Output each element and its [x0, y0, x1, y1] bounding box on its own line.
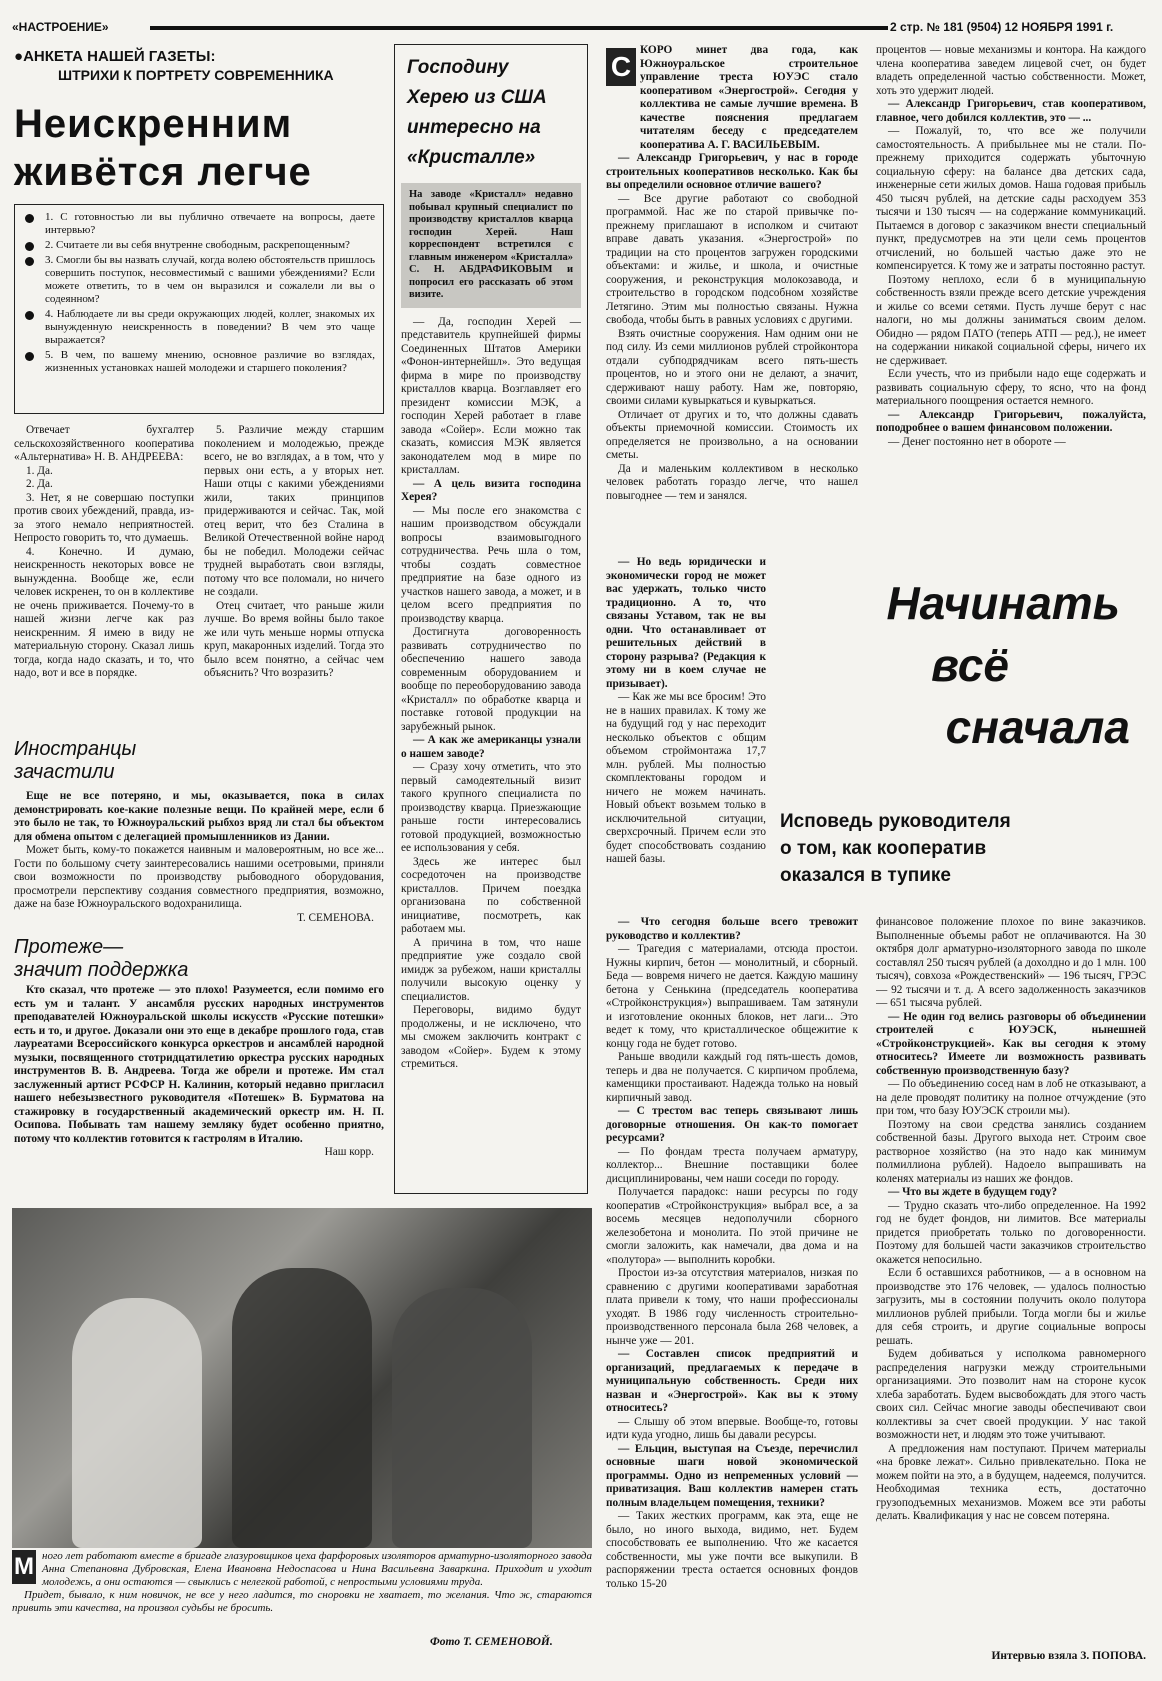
- bullet-icon: [25, 214, 34, 223]
- interview-column-2: процентов — новые механизмы и контора. На каждого члена кооператива заведем лицевой счет, он будет владеть определенной частью собственности. Может, хоть это удержит людей. — Александр Григорьевич, став кооперативом, главное, чего добился коллектив, это — ... — Пожалуй, то, что все же получили самостоятельность. А прибыльнее мы не стали. По-прежнему приходится содержать убыточную социальную сферу: на балансе два детских сада, инженерные сети жилых домов. Наша годовая прибыль 450 тысяч рублей, на детские сады расходуем 353 тысячи и 130 тысяч — на содержание коммуникаций. Пытаемся в договор с заказчиком внести специальный пункт, предусмотрев на эти цели семь процентов отчислений, но большей частью даже это не компенсируется. К тому же и затраты постоянно растут. Поэтому неплохо, если б в муниципальную собственность взяли прежде всего детские учреждения и жилье со всеми сетями. Пусть лучше берут с нас налоги, но мы должны заниматься своим делом. Обидно — рядом ПАТО (теперь АТП — ред.), не имеет на содержании никакой социальной сферы, ничего их не сдерживает. Если учесть, что из прибыли надо еще содержать и развивать социальную сферу, то ясно, что на фонд материального поощрения остается немного. — Александр Григорьевич, пожалуйста, поподробнее о вашем финансовом положении. — Денег постоянно нет в обороте —: [876, 44, 1146, 448]
- issue-line: 2 стр. № 181 (9504) 12 НОЯБРЯ 1991 г.: [890, 20, 1114, 34]
- caption-dropcap: М: [12, 1550, 36, 1584]
- questions-box: [14, 204, 384, 414]
- worker-figure: [392, 1288, 532, 1548]
- question-item: 5. В чем, по вашему мнению, основное различие во взглядах, жизненных установках нашей молодежи и старшего поколения?: [19, 349, 375, 375]
- anketa-subkicker: ШТРИХИ К ПОРТРЕТУ СОВРЕМЕННИКА: [58, 67, 334, 83]
- worker-figure: [232, 1268, 372, 1548]
- crystal-lead: На заводе «Кристалл» недавно побывал крупный специалист по производству кристаллов кварца господин Херей. Наш корреспондент встретился с главным инженером «Кристалла» С. Н. АБДРАФИКОВЫМ и попросил его рассказать об этом визите.: [401, 183, 581, 308]
- anketa-kicker: ●АНКЕТА НАШЕЙ ГАЗЕТЫ:: [14, 48, 216, 65]
- photo-credit: Фото Т. СЕМЕНОВОЙ.: [430, 1636, 553, 1648]
- anketa-title: Неискренним живётся легче: [14, 102, 312, 194]
- answer-column-2: 5. Различие между старшим поколением и молодежью, прежде всего, не во взглядах, а в том, что у первых они есть, а у вторых нет. Наши отцы с какими убеждениями жили, таких принципов придерживаются и сейчас. Так, мой отец верит, что без Сталина в Великой Отечественной войне народ бы не победил. Молодежи сейчас трудней выработать свои взгляды, потому что все поломали, но ничего не создали. Отец считает, что раньше жили лучше. Во время войны было такое же или чуть меньше нормы отпуска круп, макаронных изделий. Тогда это было всем понятно, а сейчас чем объяснить? Что возразить?: [204, 424, 384, 679]
- bullet-icon: [25, 311, 34, 320]
- bullet-icon: ●: [14, 48, 24, 65]
- interview-dropcap: С: [606, 48, 636, 86]
- protege-title: Протеже— значит поддержка: [14, 936, 189, 981]
- photo-caption: ного лет работают вместе в бригаде глазуровщиков цеха фарфоровых изоляторов арматурно-изоляторного завода Анна Степановна Дубровская, Елена Ивановна Недоспасова и Нина Васильевна Заваркина. Приходит и уходит молодежь, а они остаются — свыклись с нелегкой работой, с непростыми условиями труда. Придет, бывало, к ним новичок, не все у него ладится, то сноровки не хватает, то желания. Что ж, стараются привить эти качества, на произвол судьбы не бросить.: [12, 1550, 592, 1614]
- crystal-box: [394, 44, 588, 1194]
- foreigners-body: Еще не все потеряно, и мы, оказывается, пока в силах демонстрировать кое-какие полезные вещи. По крайней мере, если б это было не так, то Южноуральский рыбхоз вряд ли стал бы объектом для обмена опытом с делегацией промышленников из Дании. Может быть, кому-то покажется наивным и маловероятным, но все же... Гости по большому счету заинтересовались нашими осетровыми, приняли свои возможности по производству рыбоводного оборудования, просмотрели перспективу создания совместного предприятия, возможно, даже на базе Южноуральского водохранилища. Т. СЕМЕНОВА.: [14, 790, 384, 924]
- question-item: 3. Смогли бы вы назвать случай, когда волею обстоятельств пришлось совершить поступок, несовместимый с вашими убеждениями? Если можете ответить, то в чем он выразился и сожалели ли вы о содеянном?: [19, 254, 375, 306]
- masthead-rule: [150, 26, 888, 30]
- question-item: 2. Считаете ли вы себя внутренне свободным, раскрепощенным?: [19, 239, 375, 252]
- bullet-icon: [25, 257, 34, 266]
- crystal-body: — Да, господин Херей — представитель крупнейшей фирмы Соединенных Штатов Америки «Фонон-интернейшл». Это ведущая фирма в мире по производству кристаллов кварца. Возглавляет его президент комиссии МЭК, а господин Херей работает в главе завода «Сойер». Если можно так сказать, комиссия МЭК является законодателем мод в мире по кристаллам. — А цель визита господина Херея? — Мы после его знакомства с нашим производством обсуждали вопросы взаимовыгодного сотрудничества. Речь шла о том, чтобы создать совместное предприятие на базе одного из участков нашего завода, а может, и в целом всего предприятия по производству кварца. Достигнута договоренность развивать сотрудничество по обеспечению нашего завода современным оборудованием и вообще по переоборудованию завода «Кристалл» по обработке кварца и поставке готовой продукции на зарубежный рынок. — А как же американцы узнали о нашем заводе? — Сразу хочу отметить, что это первый самодеятельный визит такого крупного специалиста по производству кварца. Приезжающие раньше гости интересовались готовой продукцией, возможностью ее использования у себя. Здесь же интерес был сосредоточен на производстве кристаллов. Причем поездка организована по собственной инициативе, посмотреть, как работаем мы. А причина в том, что наше предприятие уже создало свой имидж за рубежом, наши кристаллы получили высокую оценку у специалистов. Переговоры, видимо будут продолжены, и не исключено, что мы сможем заключить контракт с заводом «Сойер». Будем к этому стремиться.: [401, 315, 581, 1070]
- answer-column-1: Отвечает бухгалтер сельскохозяйственного кооператива «Альтернатива» Н. В. АНДРЕЕВА: 1. Да. 2. Да. 3. Нет, я не совершаю поступки против своих убеждений, правда, из-за этого немало неприятностей. Непросто говорить то, что думаешь. 4. Конечно. И думаю, неискренность некоторых вовсе не вынужденна. Вообще же, если человек искренен, то он в коллективе не очень приживается. Почему-то в нашей жизни легче как раз неискренним. Я имею в виду не материальную сторону. Сказал лишь тогда, когда надо сказать, и то, что надо, вот и все в порядке.: [14, 424, 194, 679]
- interview-column-1: КОРО минет два года, как Южноуральское строительное управление треста ЮУЭС стало кооперативом «Энергострой». Сегодня у коллектива не самые лучшие времена. В качестве пояснения предлагаем читателям беседу с председателем кооператива А. Г. ВАСИЛЬЕВЫМ. — Александр Григорьевич, у нас в городе строительных кооперативов несколько. Как бы вы определили основное отличие вашего? — Все другие работают со свободной программой. Нас же по старой привычке по-прежнему приглашают в исполком и считают вправе давать указания. «Энергострой» по традиции на сто процентов загружен городскими объектами: и жилье, и школа, и очистные сооружения, и реконструкция молокозавода, и строительство в городском подсобном хозяйстве Летягино. Этим мы полностью связаны. Нужна свобода, чтобы быть в равных условиях с другими. Взять очистные сооружения. Нам одним они не под силу. Из семи миллионов рублей стройконтора отдали субподрядчикам всего пять-шесть процентов, но и этого они не делают, а значит, сдерживают нашу работу. Нам же, повторяю, своими силами кувыркаться и кувыркаться. Отличает от других и то, что должны сдавать объекты приемочной комиссии. Стоимость их определяется не произвольно, а на основании сметы. Да и маленьким коллективом в несколько человек работать гораздо легче, что нашел повыгоднее — тем и занялся.: [606, 44, 858, 502]
- crystal-title: Господину Херею из США интересно на «Кристалле»: [407, 57, 547, 168]
- interview-subtitle: Исповедь руководителя о том, как кооператив оказался в тупике: [780, 811, 1011, 886]
- interview-column-1b: — Но ведь юридически и экономически город не может вас удержать, только чисто традиционно. А то, что связаны Уставом, так не вы одни. Что останавливает от решительных действий в сторону разрыва? (Редакция к этому ни в коем случае не призывает). — Как же мы все бросим! Это не в наших правилах. К тому же на будущий год у нас переходит несколько объектов с общим объемом строймонтажа 17,7 млн. рублей. Мы полностью скомплектованы городом и ничего не можем начинать. Новый объект возьмем только в исключительной ситуации, сверхсрочный. Причем если это будет способствовать созданию нашей базы.: [606, 556, 766, 865]
- worker-figure: [72, 1298, 202, 1548]
- question-item: 4. Наблюдаете ли вы среди окружающих людей, коллег, знакомых их вынужденную неискренность в поведении? В чем это чаще выражается?: [19, 308, 375, 347]
- interview-author: Интервью взяла З. ПОПОВА.: [991, 1650, 1146, 1662]
- interview-column-1c: — Что сегодня больше всего тревожит руководство и коллектив? — Трагедия с материалами, отсюда простои. Нужны кирпич, бетон — монолитный, и сборный. Беда — вовремя ничего не дается. Каждую машину бетона у Сенькина (председатель кооператива «Стройконструкция») выпрашиваем. Там затянули и изготовление оконных блоков, нет лаги... Это ведет к тому, что кристаллическое общежитие к концу года не будет готово. Раньше вводили каждый год пять-шесть домов, теперь и два не получается. С кирпичом проблема, каменщики простаивают. Надежда только на новый кирпичный завод. — С трестом вас теперь связывают лишь договорные отношения. Он как-то помогает ресурсами? — По фондам треста получаем арматуру, коллектор... Внешние поставщики более дисциплинированы, чем наши соседи по городу. Получается парадокс: наши ресурсы по году кооператив «Стройконструкция» выбрал все, а за восемь месяцев недополучили сборного железобетона и монолита. По этой причине не смогли заложить, как намечали, два дома и на «полутора» — выполнить коробки. Простои из-за отсутствия материалов, низкая по сравнению с другими кооперативами заработная плата привели к тому, что наши профессионалы уходят. В 1986 году численность строительно-производственного персонала была 268 человек, а нынче уже — 201. — Составлен список предприятий и организаций, предлагаемых к передаче в муниципальную собственность. Среди них назван и «Энергострой». Как вы к этому относитесь? — Слышу об этом впервые. Вообще-то, готовы идти куда угодно, лишь бы давали ресурсы. — Ельцин, выступая на Съезде, перечислил основные шаги новой экономической программы. Одно из непременных условий — приватизация. Ваш коллектив намерен стать полным владельцем помещения, техники? — Таких жестких программ, как эта, еще не было, но иного выхода, видимо, нет. Будем способствовать ее выполнению. Что же касается собственности, мы уже почти все выкупили. В распоряжении треста остается основных фондов только 15-20: [606, 916, 858, 1590]
- bullet-icon: [25, 242, 34, 251]
- interview-column-2b: финансовое положение плохое по вине заказчиков. Выполненные объемы работ не оплачиваются. На 30 октября долг арматурно-изоляторного завода по школе составлял 250 тысяч рублей (а дохолдно и до 1 млн. 100 тысяч), совхоза «Рождественский» — 196 тысяч, ГРЭС — 92 тысячи и т. д. А всего задолженность заказчиков — 651 тысяча рублей. — Не один год велись разговоры об объединении строителей с ЮУЭСК, нынешней «Стройконструкцией». Как вы сегодня к этому относитесь? Имеете ли возможность развивать собственную производственную базу? — По объединению сосед нам в лоб не отказывают, а на деле проводят политику на полное отчуждение (это при том, что базу ЮУЭСК строили мы). Поэтому на свои средства занялись созданием собственной базы. Другого выхода нет. Строим свое растворное хозяйство (на это надо как минимум полмиллиона рублей). Надоело выпрашивать на коленях материалы из наших же фондов. — Что вы ждете в будущем году? — Трудно сказать что-либо определенное. На 1992 год не будет фондов, ни лимитов. Все материалы придется приобретать только по договоренности. Поэтому для большей части заказчиков строительство окажется непосильно. Если б оставшихся работников, — а в основном на производстве это 176 человек, — удалось полностью загрузить, мы в состоянии получить около полутора миллионов рублей прибыли. Тогда могли бы и жилье для себя строить, и другие социальные вопросы решать. Будем добиваться у исполкома равномерного распределения нагрузки между строительными организациями. Это позволит нам на стороне кусок хлеба заработать. Будем высвобождать для этого часть своих сил. Сейчас многие заводы обеспечивают свои коллективы за счет своей продукции. У нас такой возможности нет, и людям это тоже учитывают. А предложения нам поступают. Причем материалы «на бровке лежат». Сильно привлекательно. Пока не можем пойти на это, а в будущем, надеемся, получится. Необходимая техника есть, достаточно грузоподъемных механизмов. Можем все эти работы делать. Квалификация у нас не совсем потеряна.: [876, 916, 1146, 1522]
- brigade-photo: [12, 1208, 592, 1548]
- protege-body: Кто сказал, что протеже — это плохо! Разумеется, если помимо его есть ум и талант. У ансамбля русских народных инструментов преподавателей Южноуральской школы искусств «Русские потешки» есть и то, и другое. Доказали они это еще в декабре прошлого года, став лауреатами Всероссийского конкурса оркестров и ансамблей народной музыки, посвященного стотридцатилетию оркестра русских народных инструментов В. В. Андреева. Тогда же обрели и протеже. Им стал заслуженный артист РСФСР Н. Калинин, который недавно пригласил нашего небезызвестного руководителя «Потешек» В. Бурматова на стажировку в государственный академический оркестр им. Н. П. Осипова. Побывать там нашему земляку будет особенно приятно, потому что коллектив готовится к гастролям в Италию. Наш корр.: [14, 984, 384, 1158]
- interview-headline: Начинать всё сначала: [886, 577, 1130, 753]
- bullet-icon: [25, 352, 34, 361]
- foreigners-title: Иностранцы зачастили: [14, 738, 137, 783]
- question-item: 1. С готовностью ли вы публично отвечаете на вопросы, даете интервью?: [19, 211, 375, 237]
- section-name: «НАСТРОЕНИЕ»: [12, 20, 109, 34]
